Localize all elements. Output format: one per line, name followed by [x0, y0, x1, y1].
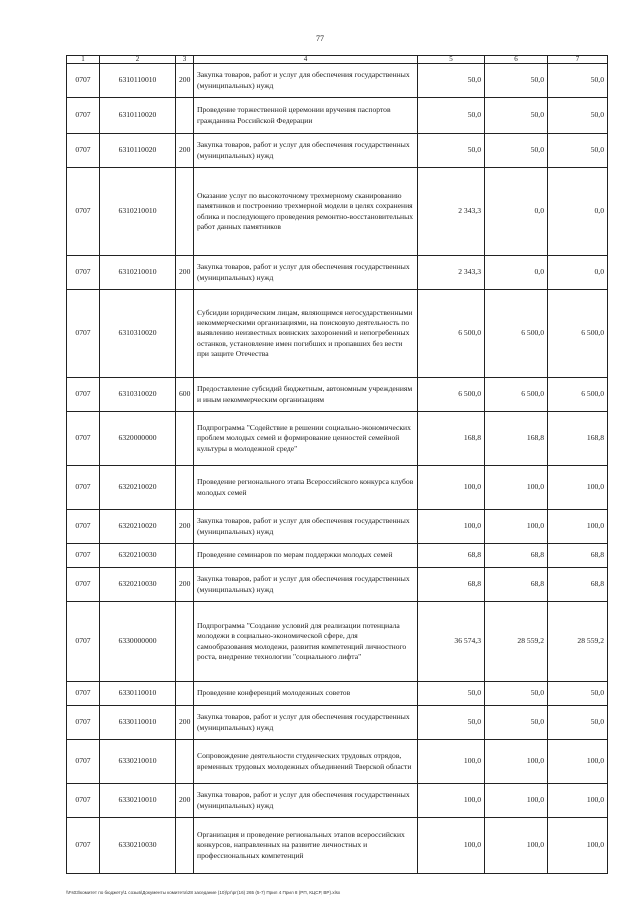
- table-row: [67, 602, 608, 682]
- amount-year-1-cell: 100,0: [418, 510, 485, 544]
- amount-year-3-cell: 100,0: [548, 510, 608, 544]
- amount-year-1-cell: 100,0: [418, 818, 485, 874]
- item-name-cell: Проведение семинаров по мерам поддержки молодых семей: [194, 544, 418, 568]
- target-code-cell: 6310210010: [100, 168, 176, 256]
- amount-year-2-cell: 100,0: [485, 818, 548, 874]
- target-code-cell: 6310310020: [100, 378, 176, 412]
- section-code-cell: 0707: [67, 256, 100, 290]
- expense-type-cell: 200: [176, 568, 194, 602]
- amount-year-2-cell: 6 500,0: [485, 290, 548, 378]
- target-code-cell: 6310110020: [100, 98, 176, 134]
- item-name-cell: Предоставление субсидий бюджетным, автономным учреждениям и иным некоммерческим организациям: [194, 378, 418, 412]
- amount-year-1-cell: 68,8: [418, 568, 485, 602]
- amount-year-1-cell: 50,0: [418, 706, 485, 740]
- amount-year-2-cell: 168,8: [485, 412, 548, 466]
- expense-type-cell: [176, 682, 194, 706]
- amount-year-1-cell: 100,0: [418, 466, 485, 510]
- item-name-cell: Закупка товаров, работ и услуг для обеспечения государственных (муниципальных) нужд: [194, 568, 418, 602]
- expense-type-cell: [176, 290, 194, 378]
- table-row: [67, 98, 608, 134]
- amount-year-1-cell: 6 500,0: [418, 290, 485, 378]
- section-code-cell: 0707: [67, 818, 100, 874]
- expense-type-cell: 200: [176, 510, 194, 544]
- amount-year-3-cell: 28 559,2: [548, 602, 608, 682]
- amount-year-3-cell: 6 500,0: [548, 290, 608, 378]
- amount-year-1-cell: 100,0: [418, 740, 485, 784]
- target-code-cell: 6310210010: [100, 256, 176, 290]
- item-name-cell: Закупка товаров, работ и услуг для обеспечения государственных (муниципальных) нужд: [194, 134, 418, 168]
- target-code-cell: 6310110020: [100, 134, 176, 168]
- column-header: 4: [194, 56, 418, 64]
- item-name-cell: Сопровождение деятельности студенческих трудовых отрядов, временных трудовых молодежных объединений Тверской области: [194, 740, 418, 784]
- column-number-row: [67, 56, 608, 64]
- column-header: 2: [100, 56, 176, 64]
- section-code-cell: 0707: [67, 378, 100, 412]
- table-row: [67, 706, 608, 740]
- column-header: 5: [418, 56, 485, 64]
- expense-type-cell: 200: [176, 134, 194, 168]
- amount-year-1-cell: 50,0: [418, 682, 485, 706]
- budget-table: [66, 55, 608, 874]
- amount-year-1-cell: 50,0: [418, 134, 485, 168]
- amount-year-3-cell: 68,8: [548, 544, 608, 568]
- section-code-cell: 0707: [67, 134, 100, 168]
- amount-year-2-cell: 50,0: [485, 64, 548, 98]
- amount-year-3-cell: 100,0: [548, 466, 608, 510]
- amount-year-1-cell: 6 500,0: [418, 378, 485, 412]
- amount-year-2-cell: 50,0: [485, 134, 548, 168]
- target-code-cell: 6320210020: [100, 510, 176, 544]
- item-name-cell: Организация и проведение региональных этапов всероссийских конкурсов, направленных на развитие личностных и профессиональных компетенций: [194, 818, 418, 874]
- item-name-cell: Проведение торжественной церемонии вручения паспортов гражданина Российской Федерации: [194, 98, 418, 134]
- expense-type-cell: [176, 818, 194, 874]
- amount-year-3-cell: 68,8: [548, 568, 608, 602]
- amount-year-3-cell: 100,0: [548, 740, 608, 784]
- amount-year-3-cell: 0,0: [548, 168, 608, 256]
- item-name-cell: Закупка товаров, работ и услуг для обеспечения государственных (муниципальных) нужд: [194, 784, 418, 818]
- target-code-cell: 6330210010: [100, 784, 176, 818]
- target-code-cell: 6320210030: [100, 544, 176, 568]
- amount-year-3-cell: 100,0: [548, 784, 608, 818]
- expense-type-cell: [176, 740, 194, 784]
- amount-year-1-cell: 2 343,3: [418, 256, 485, 290]
- expense-type-cell: [176, 544, 194, 568]
- amount-year-2-cell: 28 559,2: [485, 602, 548, 682]
- file-path-footer: \\Fs03\комитет по бюджету\1 созыв\Документы комитета\28 заседание (10)\рг\рг(16) 265 (5-7) Прил 4 Прил 8 (РП, КЦСР, ВР).xlsx: [66, 890, 341, 895]
- expense-type-cell: [176, 466, 194, 510]
- section-code-cell: 0707: [67, 64, 100, 98]
- expense-type-cell: 200: [176, 706, 194, 740]
- item-name-cell: Закупка товаров, работ и услуг для обеспечения государственных (муниципальных) нужд: [194, 510, 418, 544]
- amount-year-3-cell: 50,0: [548, 64, 608, 98]
- amount-year-3-cell: 50,0: [548, 98, 608, 134]
- item-name-cell: Закупка товаров, работ и услуг для обеспечения государственных (муниципальных) нужд: [194, 64, 418, 98]
- expense-type-cell: 600: [176, 378, 194, 412]
- target-code-cell: 6330110010: [100, 706, 176, 740]
- item-name-cell: Проведение регионального этапа Всероссийского конкурса клубов молодых семей: [194, 466, 418, 510]
- section-code-cell: 0707: [67, 290, 100, 378]
- item-name-cell: Подпрограмма "Содействие в решении социально-экономических проблем молодых семей и формирование ценностей семейной культуры в молодежной среде": [194, 412, 418, 466]
- amount-year-1-cell: 50,0: [418, 64, 485, 98]
- table-row: [67, 290, 608, 378]
- amount-year-2-cell: 100,0: [485, 784, 548, 818]
- section-code-cell: 0707: [67, 706, 100, 740]
- amount-year-2-cell: 0,0: [485, 168, 548, 256]
- amount-year-2-cell: 6 500,0: [485, 378, 548, 412]
- expense-type-cell: 200: [176, 256, 194, 290]
- target-code-cell: 6310110010: [100, 64, 176, 98]
- table-row: [67, 682, 608, 706]
- table-row: [67, 378, 608, 412]
- table-row: [67, 544, 608, 568]
- section-code-cell: 0707: [67, 740, 100, 784]
- amount-year-3-cell: 6 500,0: [548, 378, 608, 412]
- target-code-cell: 6320000000: [100, 412, 176, 466]
- amount-year-2-cell: 100,0: [485, 740, 548, 784]
- page-number: 77: [316, 34, 324, 43]
- section-code-cell: 0707: [67, 412, 100, 466]
- item-name-cell: Оказание услуг по высокоточному трехмерному сканированию памятников и построению трехмерной модели в целях сохранения облика и последующего проведения ремонтно-восстановительных работ данных памятников: [194, 168, 418, 256]
- table-row: [67, 568, 608, 602]
- amount-year-3-cell: 100,0: [548, 818, 608, 874]
- target-code-cell: 6320210020: [100, 466, 176, 510]
- expense-type-cell: 200: [176, 64, 194, 98]
- amount-year-3-cell: 168,8: [548, 412, 608, 466]
- amount-year-2-cell: 50,0: [485, 682, 548, 706]
- table-row: [67, 784, 608, 818]
- amount-year-2-cell: 50,0: [485, 98, 548, 134]
- amount-year-2-cell: 68,8: [485, 544, 548, 568]
- section-code-cell: 0707: [67, 168, 100, 256]
- expense-type-cell: [176, 168, 194, 256]
- table-row: [67, 510, 608, 544]
- target-code-cell: 6330210030: [100, 818, 176, 874]
- item-name-cell: Субсидии юридическим лицам, являющимся негосударственными некоммерческими организациями, на поисковую деятельность по выявлению неизвестных воинских захоронений и непогребенных останков, установление имен погибших и пропавших без вести при защите Отечества: [194, 290, 418, 378]
- amount-year-1-cell: 36 574,3: [418, 602, 485, 682]
- item-name-cell: Проведение конференций молодежных советов: [194, 682, 418, 706]
- target-code-cell: 6330110010: [100, 682, 176, 706]
- amount-year-3-cell: 50,0: [548, 706, 608, 740]
- column-header: 1: [67, 56, 100, 64]
- section-code-cell: 0707: [67, 510, 100, 544]
- table-row: [67, 818, 608, 874]
- amount-year-1-cell: 2 343,3: [418, 168, 485, 256]
- amount-year-1-cell: 168,8: [418, 412, 485, 466]
- expense-type-cell: [176, 98, 194, 134]
- amount-year-2-cell: 100,0: [485, 466, 548, 510]
- target-code-cell: 6310310020: [100, 290, 176, 378]
- table-row: [67, 740, 608, 784]
- column-header: 7: [548, 56, 608, 64]
- table-row: [67, 134, 608, 168]
- item-name-cell: Подпрограмма "Создание условий для реализации потенциала молодежи в социально-экономической сфере, для самообразования молодежи, развития компетенций личностного роста, внедрение технологии "социального лифта": [194, 602, 418, 682]
- table-row: [67, 168, 608, 256]
- section-code-cell: 0707: [67, 98, 100, 134]
- section-code-cell: 0707: [67, 568, 100, 602]
- table-row: [67, 64, 608, 98]
- column-header: 6: [485, 56, 548, 64]
- target-code-cell: 6330000000: [100, 602, 176, 682]
- section-code-cell: 0707: [67, 784, 100, 818]
- amount-year-2-cell: 0,0: [485, 256, 548, 290]
- amount-year-3-cell: 50,0: [548, 682, 608, 706]
- amount-year-3-cell: 50,0: [548, 134, 608, 168]
- amount-year-1-cell: 100,0: [418, 784, 485, 818]
- amount-year-3-cell: 0,0: [548, 256, 608, 290]
- target-code-cell: 6330210010: [100, 740, 176, 784]
- amount-year-2-cell: 68,8: [485, 568, 548, 602]
- column-header: 3: [176, 56, 194, 64]
- section-code-cell: 0707: [67, 602, 100, 682]
- expense-type-cell: 200: [176, 784, 194, 818]
- amount-year-2-cell: 100,0: [485, 510, 548, 544]
- table-row: [67, 256, 608, 290]
- target-code-cell: 6320210030: [100, 568, 176, 602]
- expense-type-cell: [176, 602, 194, 682]
- item-name-cell: Закупка товаров, работ и услуг для обеспечения государственных (муниципальных) нужд: [194, 256, 418, 290]
- amount-year-1-cell: 50,0: [418, 98, 485, 134]
- amount-year-1-cell: 68,8: [418, 544, 485, 568]
- expense-type-cell: [176, 412, 194, 466]
- table-row: [67, 466, 608, 510]
- table-row: [67, 412, 608, 466]
- amount-year-2-cell: 50,0: [485, 706, 548, 740]
- item-name-cell: Закупка товаров, работ и услуг для обеспечения государственных (муниципальных) нужд: [194, 706, 418, 740]
- section-code-cell: 0707: [67, 544, 100, 568]
- section-code-cell: 0707: [67, 682, 100, 706]
- section-code-cell: 0707: [67, 466, 100, 510]
